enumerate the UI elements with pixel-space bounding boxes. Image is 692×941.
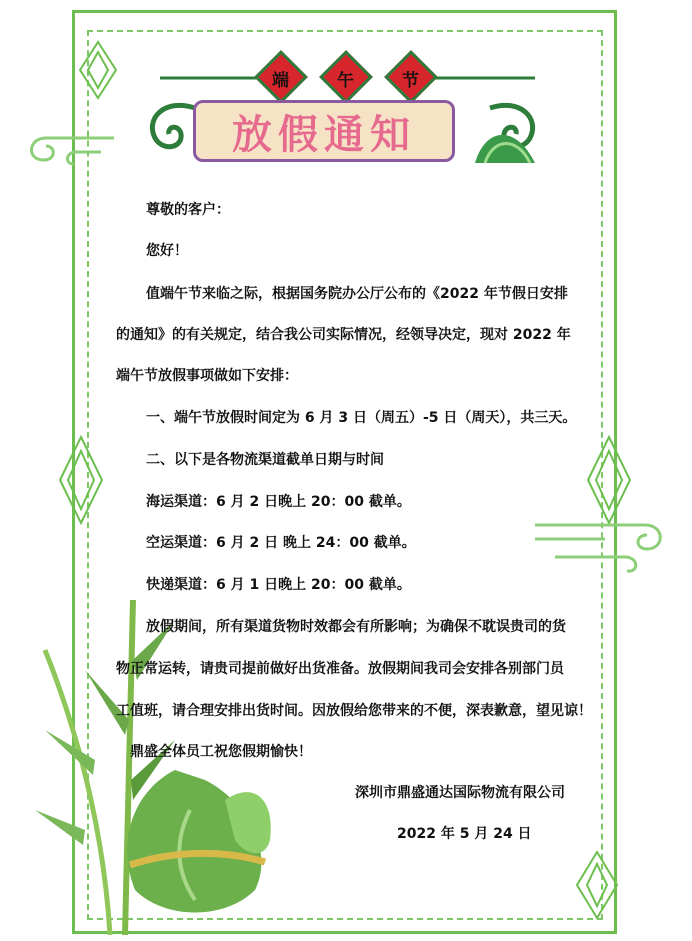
paragraph-1-line-3: 端午节放假事项做如下安排： xyxy=(116,368,298,384)
paragraph-2-line-3: 工值班，请合理安排出货时间。因放假给您带来的不便，深表歉意，望见谅！ xyxy=(116,703,592,719)
paragraph-2-line-1: 放假期间，所有渠道货物时效都会有所影响；为确保不耽误贵司的货 xyxy=(146,619,566,635)
notice-date: 2022 年 5 月 24 日 xyxy=(397,826,532,842)
item-2: 二、以下是各物流渠道截单日期与时间 xyxy=(146,452,384,468)
sea-channel: 海运渠道：6 月 2 日晚上 20：00 截单。 xyxy=(146,494,411,510)
paragraph-2-line-2: 物正常运转，请贵司提前做好出货准备。放假期间我司会安排各别部门员 xyxy=(116,661,564,677)
air-channel: 空运渠道：6 月 2 日 晚上 24：00 截单。 xyxy=(146,535,416,551)
wishes: 鼎盛全体员工祝您假期愉快！ xyxy=(130,744,312,760)
greeting: 尊敬的客户： xyxy=(146,202,230,218)
cloud-swirl-left-icon xyxy=(16,120,116,170)
express-channel: 快递渠道：6 月 1 日晚上 20：00 截单。 xyxy=(146,577,411,593)
item-1: 一、端午节放假时间定为 6 月 3 日（周五）-5 日（周天），共三天。 xyxy=(146,410,577,426)
company-name: 深圳市鼎盛通达国际物流有限公司 xyxy=(355,785,565,801)
bamboo-zongzi-illustration xyxy=(25,600,285,935)
paragraph-1-line-2: 的通知》的有关规定，结合我公司实际情况，经领导决定，现对 2022 年 xyxy=(116,327,571,343)
festival-char-3: 节 xyxy=(402,71,419,91)
cloud-swirl-right-icon xyxy=(535,505,675,575)
side-diamond-left-icon xyxy=(58,435,104,525)
notice-title: 放假通知 xyxy=(193,100,455,162)
festival-char-1: 端 xyxy=(272,71,289,91)
corner-ornament-top-left xyxy=(78,40,118,100)
hello: 您好！ xyxy=(146,243,188,259)
corner-ornament-bottom-right xyxy=(575,850,619,920)
festival-char-2: 午 xyxy=(337,71,354,91)
paragraph-1-line-1: 值端午节来临之际，根据国务院办公厅公布的《2022 年节假日安排 xyxy=(146,286,568,302)
